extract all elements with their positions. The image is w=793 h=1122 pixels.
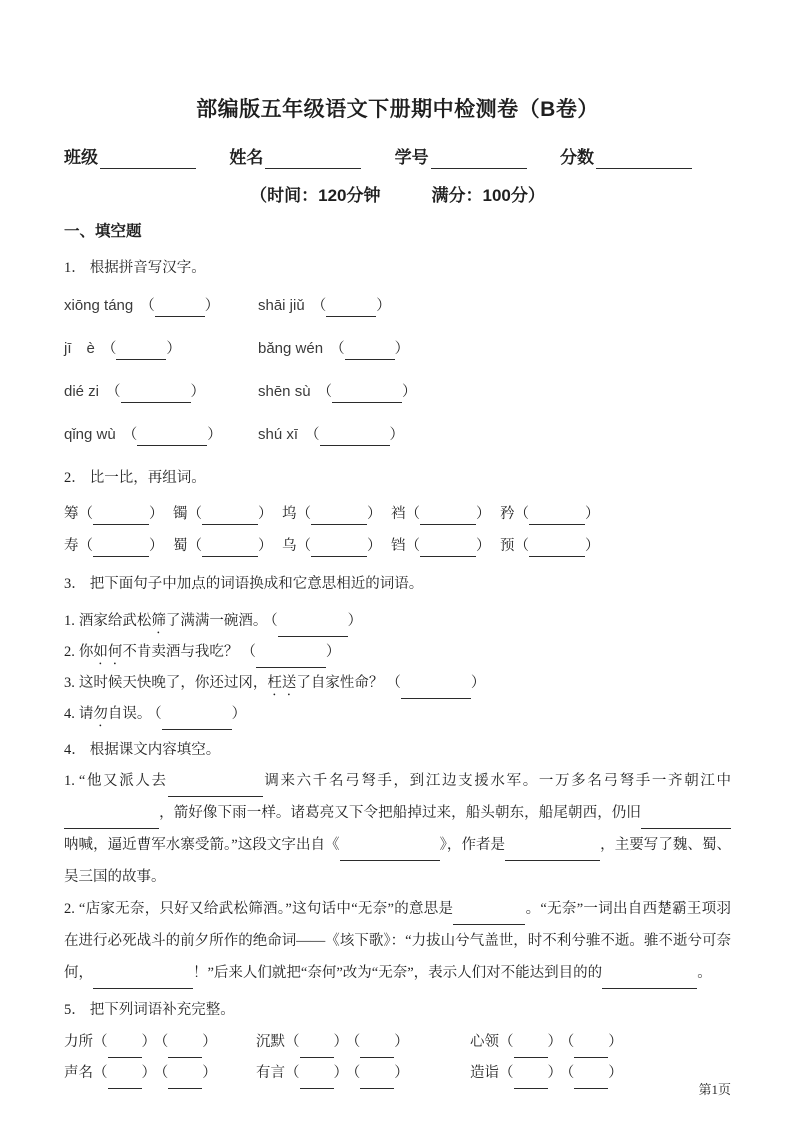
blank-line <box>320 432 390 446</box>
phrase-row <box>64 1058 731 1089</box>
phrase-row <box>64 1027 731 1058</box>
answer-blank: （ ） <box>102 341 181 357</box>
answer-blank: （ ） <box>353 1034 409 1050</box>
compare-word-item: 矜（ ） <box>500 503 609 525</box>
answer-blank: （ ） <box>318 384 417 400</box>
compare-word-item: 筹（ ） <box>64 503 173 525</box>
question-number: 5． <box>64 1002 86 1018</box>
dotted-word: 勿 <box>93 706 108 722</box>
phrase-item: 力所（ ） （ ） <box>64 1027 256 1058</box>
passage-1: 1. “他又派人去 调来六千名弓弩手，到江边支援水军。一万多名弓弩手一齐朝江中，箭好像下雨一样。诸葛亮又下令把船掉过来，船头朝东，船尾朝西，仍旧呐喊，逼近曹军水寨受箭。”这段文字出自《 》，作者是 ，主要写了魏、蜀、吴三国的故事。 <box>64 773 732 885</box>
phrase-item: 有言（ ） （ ） <box>256 1058 470 1089</box>
blank-line <box>278 623 348 637</box>
blank-line <box>168 1075 202 1089</box>
answer-blank: （ ） <box>285 1034 348 1050</box>
blank-line <box>108 1075 142 1089</box>
field-label: 姓名 <box>229 148 264 167</box>
answer-blank: （ ） <box>285 1065 348 1081</box>
pinyin-row <box>64 424 731 446</box>
answer-blank: （ ） <box>386 675 485 691</box>
phrase-item: 心领（ ） （ ） <box>470 1027 731 1058</box>
dotted-word: 枉送 <box>267 675 297 691</box>
phrase-item: 声名（ ） （ ） <box>64 1058 256 1089</box>
question-4-heading <box>64 739 731 761</box>
blank-line <box>100 152 196 169</box>
question-text: 根据课文内容填空。 <box>89 742 221 758</box>
question-text: 比一比，再组词。 <box>89 470 206 486</box>
compare-word-row <box>64 535 731 557</box>
answer-blank: （ ） <box>297 506 382 522</box>
pinyin-item: dié zi （ ） <box>64 381 258 403</box>
fill-blank <box>340 847 440 861</box>
blank-line <box>137 432 207 446</box>
question-3-heading <box>64 573 731 595</box>
pinyin-row <box>64 381 731 403</box>
pinyin-item: bǎng wén （ ） <box>258 338 452 360</box>
fill-blank <box>641 815 731 829</box>
pinyin-row <box>64 338 731 360</box>
blank-line <box>256 654 326 668</box>
field-label: 学号 <box>394 148 429 167</box>
answer-blank: （ ） <box>297 538 382 554</box>
blank-line <box>420 543 476 557</box>
fill-blank <box>453 911 525 925</box>
blank-line <box>401 685 471 699</box>
blank-line <box>514 1044 548 1058</box>
answer-blank: （ ） <box>79 538 164 554</box>
blank-line <box>574 1075 608 1089</box>
exam-title: 部编版五年级语文下册期中检测卷（B卷） <box>196 98 599 121</box>
blank-line <box>431 152 527 169</box>
answer-blank: （ ） <box>93 1065 156 1081</box>
answer-blank: （ ） <box>241 644 340 660</box>
question-2-heading <box>64 467 731 489</box>
sentence-item: 1. 酒家给武松筛了满满一碗酒。 （ ） <box>64 606 731 637</box>
blank-line <box>300 1075 334 1089</box>
blank-line <box>596 152 692 169</box>
blank-line <box>514 1075 548 1089</box>
blank-line <box>162 716 232 730</box>
blank-line <box>529 543 585 557</box>
blank-line <box>108 1044 142 1058</box>
question-4 <box>64 739 731 989</box>
blank-line <box>420 511 476 525</box>
answer-blank: （ ） <box>499 1034 562 1050</box>
blank-line <box>326 303 376 317</box>
sentence-item: 3. 这时候天快晚了，你还过冈，枉送了自家性命？ （ ） <box>64 668 731 699</box>
question-3 <box>64 573 731 730</box>
answer-blank: （ ） <box>140 298 219 314</box>
fill-blank <box>168 783 263 797</box>
blank-line <box>360 1075 394 1089</box>
pinyin-item: xiōng táng （ ） <box>64 295 258 317</box>
compare-word-item: 寿（ ） <box>64 535 173 557</box>
sentence-item: 2. 你如何不肯卖酒与我吃？ （ ） <box>64 637 731 668</box>
section-1-heading: 一、填空题 <box>64 223 142 240</box>
fill-blank <box>93 975 193 989</box>
answer-blank: （ ） <box>515 538 600 554</box>
answer-blank: （ ） <box>154 706 246 722</box>
blank-line <box>360 1044 394 1058</box>
blank-line <box>311 511 367 525</box>
blank-line <box>332 389 402 403</box>
answer-blank: （ ） <box>305 427 404 443</box>
compare-word-item: 坞（ ） <box>282 503 391 525</box>
field-class <box>64 147 196 169</box>
answer-blank: （ ） <box>406 506 491 522</box>
phrase-item: 沉默（ ） （ ） <box>256 1027 470 1058</box>
page-number: 第1页 <box>698 1082 731 1097</box>
pinyin-item: shāi jiǔ （ ） <box>258 295 452 317</box>
fill-blank <box>505 847 600 861</box>
pinyin-row <box>64 295 731 317</box>
answer-blank: （ ） <box>406 538 491 554</box>
dotted-word: 筛 <box>151 613 166 629</box>
blank-line <box>93 543 149 557</box>
blank-line <box>311 543 367 557</box>
answer-blank: （ ） <box>188 506 273 522</box>
blank-line <box>121 389 191 403</box>
question-text: 根据拼音写汉字。 <box>89 260 206 276</box>
answer-blank: （ ） <box>270 613 362 629</box>
blank-line <box>93 511 149 525</box>
blank-line <box>574 1044 608 1058</box>
answer-blank: （ ） <box>499 1065 562 1081</box>
field-score <box>560 147 692 169</box>
sentence-item: 4. 请勿自误。 （ ） <box>64 699 731 730</box>
compare-word-row <box>64 503 731 525</box>
phrase-item: 造诣（ ） （ ） <box>470 1058 731 1089</box>
field-name <box>229 147 361 169</box>
blank-line <box>202 511 258 525</box>
question-text: 把下面句子中加点的词语换成和它意思相近的词语。 <box>89 576 424 592</box>
answer-blank: （ ） <box>79 506 164 522</box>
field-label: 班级 <box>64 148 98 167</box>
answer-blank: （ ） <box>161 1065 217 1081</box>
answer-blank: （ ） <box>312 298 391 314</box>
question-5 <box>64 999 731 1089</box>
pinyin-item: shú xī （ ） <box>258 424 452 446</box>
question-5-heading <box>64 999 731 1021</box>
answer-blank: （ ） <box>567 1065 623 1081</box>
compare-word-item: 预（ ） <box>500 535 609 557</box>
question-text: 把下列词语补充完整。 <box>89 1002 235 1018</box>
pinyin-item: shēn sù （ ） <box>258 381 452 403</box>
field-label: 分数 <box>559 148 594 167</box>
compare-word-item: 铛（ ） <box>391 535 500 557</box>
question-number: 2． <box>64 470 86 486</box>
answer-blank: （ ） <box>161 1034 217 1050</box>
blank-line <box>529 511 585 525</box>
compare-word-item: 乌（ ） <box>282 535 391 557</box>
question-number: 3． <box>64 576 86 592</box>
compare-word-item: 蜀（ ） <box>173 535 282 557</box>
answer-blank: （ ） <box>188 538 273 554</box>
question-1-heading <box>64 257 731 279</box>
exam-meta: （时间：120分钟 满分：100分） <box>250 186 545 205</box>
answer-blank: （ ） <box>567 1034 623 1050</box>
fill-blank <box>64 815 159 829</box>
student-info-row <box>64 147 692 169</box>
blank-line <box>155 303 205 317</box>
blank-line <box>265 152 361 169</box>
answer-blank: （ ） <box>123 427 222 443</box>
dotted-word: 如何 <box>93 644 123 660</box>
pinyin-item: qǐng wù （ ） <box>64 424 258 446</box>
compare-word-item: 镯（ ） <box>173 503 282 525</box>
answer-blank: （ ） <box>106 384 205 400</box>
blank-line <box>202 543 258 557</box>
pinyin-item: jī è （ ） <box>64 338 258 360</box>
answer-blank: （ ） <box>93 1034 156 1050</box>
answer-blank: （ ） <box>330 341 409 357</box>
question-number: 4． <box>64 742 86 758</box>
answer-blank: （ ） <box>353 1065 409 1081</box>
blank-line <box>168 1044 202 1058</box>
answer-blank: （ ） <box>515 506 600 522</box>
blank-line <box>300 1044 334 1058</box>
compare-word-item: 裆（ ） <box>391 503 500 525</box>
fill-blank <box>602 975 697 989</box>
question-number: 1． <box>64 260 86 276</box>
passage-2: 2. “店家无奈，只好又给武松筛酒。”这句话中“无奈”的意思是 。“无奈”一词出自西楚霸王项羽在进行必死战斗的前夕所作的绝命词——《垓下歌》：“力拔山兮气盖世，时不利兮骓不逝。骓不逝兮可奈何， ！”后来人们就把“奈何”改为“无奈”，表示人们对不能达到目的的 。 <box>64 893 731 989</box>
field-student-id <box>395 147 527 169</box>
blank-line <box>345 346 395 360</box>
blank-line <box>116 346 166 360</box>
